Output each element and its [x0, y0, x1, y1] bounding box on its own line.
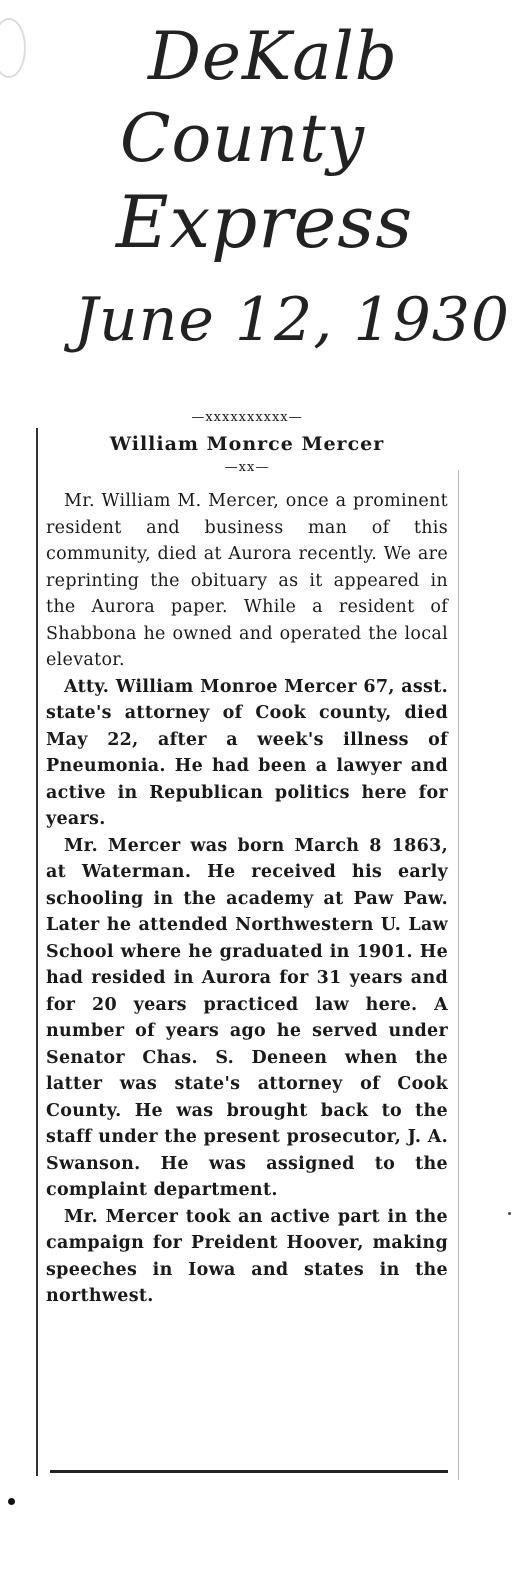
- clipping-left-edge: [36, 428, 38, 1476]
- handwritten-publication-line-1: DeKalb: [148, 18, 398, 95]
- paragraph-intro: Mr. William M. Mercer, once a prominent resident and business man of this community, died at Aurora recently. We are reprinting the obituary as it appeared in the Aurora paper. While a resident of Shabbona he owned and operated the local elevator.: [46, 491, 448, 670]
- handwritten-publication-line-2: County: [120, 100, 366, 177]
- paragraph-death-notice: Atty. William Monroe Mercer 67, asst. state's attorney of Cook county, died May 22, after a week's illness of Pneumonia. He had been a lawyer and active in Republican politics here for years.: [46, 676, 448, 829]
- obituary-headline: William Monrce Mercer: [109, 433, 385, 455]
- paragraph-campaign: Mr. Mercer took an active part in the campaign for Preident Hoover, making speeches in Iowa and states in the northwest.: [46, 1206, 448, 1306]
- clipping-right-edge: [458, 470, 459, 1480]
- handwritten-date: June 12, 1930: [74, 285, 511, 355]
- top-decorative-rule: —xxxxxxxxxx—: [191, 410, 303, 425]
- ink-speck-small: [508, 1212, 511, 1215]
- ink-speck: [8, 1498, 15, 1505]
- bottom-rule: [50, 1470, 448, 1473]
- handwritten-publication-line-3: Express: [116, 180, 414, 264]
- sub-decorative-rule: —xx—: [224, 460, 270, 475]
- binder-hole-mark: [0, 18, 26, 78]
- newspaper-clipping: [46, 408, 448, 1310]
- paragraph-biography: Mr. Mercer was born March 8 1863, at Waterman. He received his early schooling in the academy at Paw Paw. Later he attended Northwestern U. Law School where he graduated in 1901. He had resided in Aurora for 31 years and for 20 years practiced law here. A number of years ago he served under Senator Chas. S. Deneen when the latter was state's attorney of Cook County. He was brought back to the staff under the present prosecutor, J. A. Swanson. He was assigned to the complaint department.: [46, 835, 448, 1200]
